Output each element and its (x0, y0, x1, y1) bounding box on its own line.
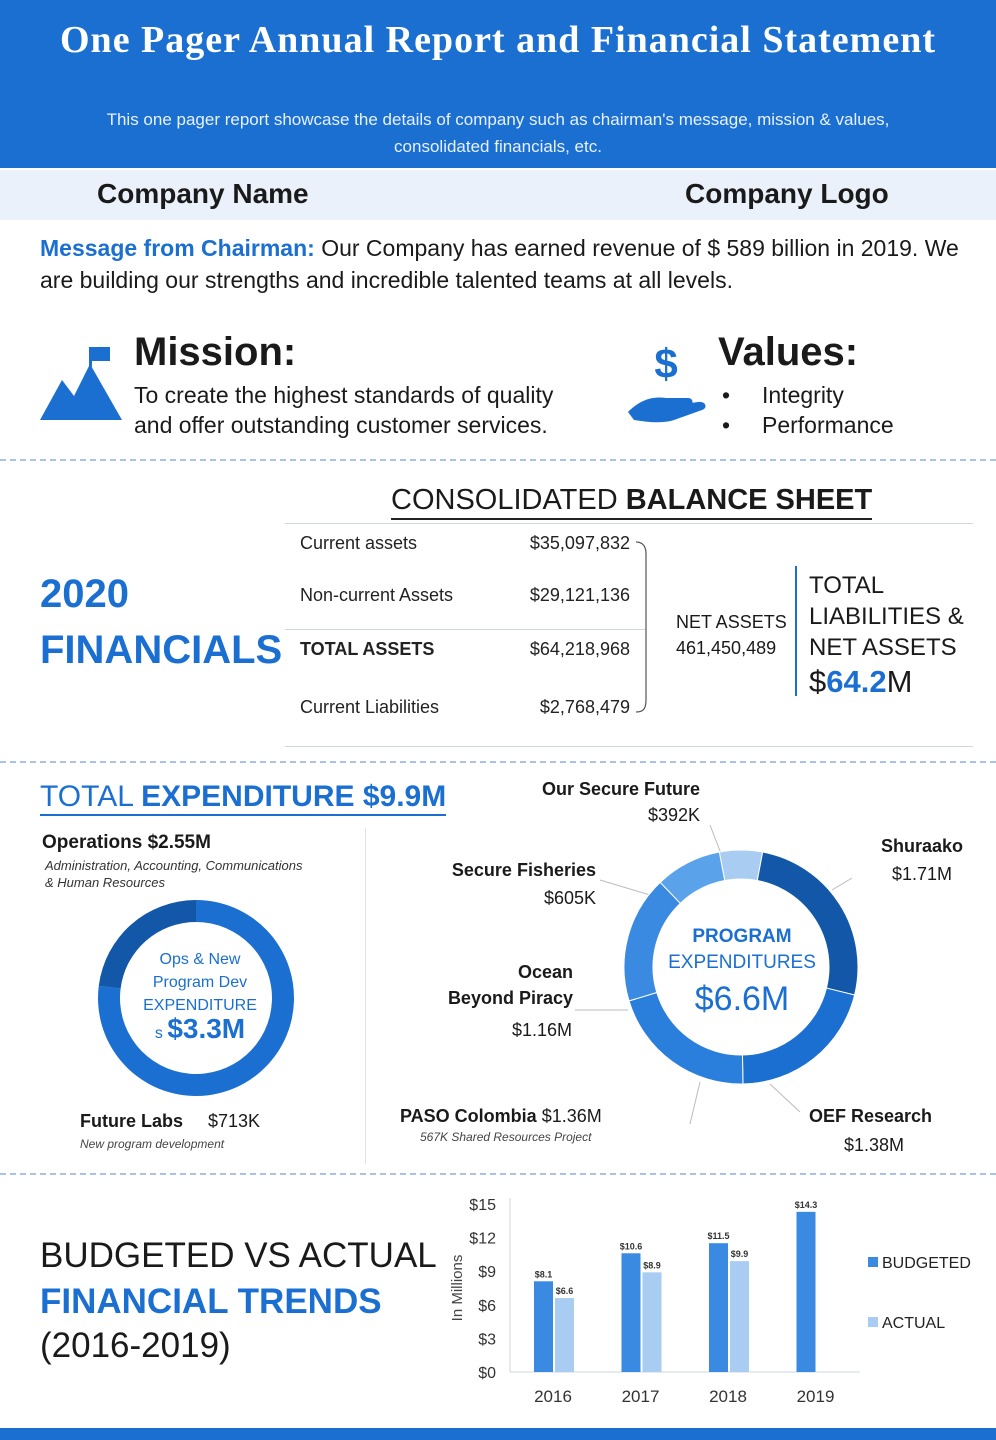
program-label: Our Secure Future (541, 779, 700, 799)
ops-donut-line3: EXPENDITURE (143, 997, 257, 1014)
program-label: Shuraako (880, 836, 963, 856)
values-list (722, 380, 894, 440)
program-subtitle: 567K Shared Resources Project (420, 1130, 592, 1144)
total-liabilities-label: TOTAL LIABILITIES & NET ASSETS (809, 572, 964, 661)
y-tick-label: $12 (469, 1230, 496, 1248)
section-divider (0, 459, 996, 461)
program-label: OEF Research (808, 1106, 932, 1126)
bar-data-label: $14.3 (794, 1199, 818, 1210)
values-title: Values: (718, 330, 859, 374)
future-labs-subtitle: New program development (80, 1137, 225, 1151)
bar-data-label: $6.6 (555, 1286, 574, 1297)
trends-title-line2: FINANCIAL TRENDS (40, 1282, 382, 1321)
value-item: • Performance (722, 410, 894, 440)
program-value: $605K (543, 888, 596, 908)
operations-title: Operations $2.55M (42, 832, 211, 853)
expenditure-title (40, 780, 446, 816)
section-divider (0, 761, 996, 763)
program-donut-line2: EXPENDITURES (668, 952, 816, 973)
program-value: $1.71M (891, 864, 952, 884)
mission-title: Mission: (134, 330, 297, 374)
balance-sheet-title (391, 484, 872, 520)
y-tick-label: $9 (478, 1264, 496, 1282)
program-label: Ocean (517, 962, 573, 982)
program-donut-slice (719, 850, 762, 881)
bar-actual (555, 1298, 574, 1372)
report-subtitle: This one pager report showcase the details of company such as chairman's message, mission & values, consolidated financials, etc. (106, 110, 890, 156)
mountain-flag-icon (40, 342, 124, 422)
chairman-message (40, 232, 970, 296)
balance-sheet-title-light: CONSOLIDATED (391, 484, 626, 516)
bracket (634, 540, 652, 715)
y-tick-label: $15 (469, 1197, 496, 1214)
company-name: Company Name (97, 178, 309, 209)
rule-line (285, 629, 645, 630)
program-label: Beyond Piracy (447, 988, 573, 1008)
value-item: • Integrity (722, 380, 894, 410)
report-header (0, 0, 996, 168)
program-name: PASO Colombia (400, 1106, 537, 1126)
total-suffix: M (886, 664, 913, 699)
total-liabilities-value (809, 664, 912, 700)
bar-data-label: $11.5 (707, 1231, 730, 1242)
bar-data-label: $9.9 (730, 1249, 749, 1260)
total-prefix: $ (809, 664, 827, 699)
chairman-label: Message from Chairman: (40, 235, 315, 261)
ops-donut-line1: Ops & New (159, 951, 241, 968)
bs-row-value: $35,097,832 (529, 533, 630, 553)
program-label: Secure Fisheries (451, 860, 596, 880)
y-axis-label: In Millions (449, 1254, 466, 1322)
x-tick-label: 2016 (534, 1387, 572, 1406)
y-tick-label: $0 (478, 1365, 496, 1382)
x-tick-label: 2018 (709, 1387, 747, 1406)
program-label (400, 1106, 624, 1127)
balance-sheet-title-bold: BALANCE SHEET (625, 484, 873, 516)
program-value: $1.38M (843, 1135, 904, 1155)
net-assets-value: 461,450,489 (676, 638, 777, 658)
x-tick-label: 2019 (796, 1387, 835, 1406)
trends-title-line1: BUDGETED VS ACTUAL (40, 1236, 437, 1275)
expenditure-title-light: TOTAL (40, 780, 142, 813)
bs-row-value: $64,218,968 (529, 639, 630, 659)
program-value: $392K (647, 805, 700, 825)
y-tick-label: $6 (478, 1297, 496, 1315)
x-tick-label: 2017 (621, 1387, 660, 1406)
program-value: $1.16M (511, 1020, 572, 1040)
bs-row-value: $29,121,136 (529, 585, 630, 605)
bs-row-label: Non-current Assets (300, 585, 454, 605)
future-labs-value: $713K (208, 1111, 261, 1131)
bar-actual (643, 1272, 662, 1372)
company-row (0, 170, 996, 220)
ops-donut-prefix: s (154, 1025, 168, 1042)
chairman-text: Our Company has earned revenue of $ 589 billion in 2019. We are building our strengths and incredible talented teams at all levels. (40, 235, 959, 293)
ops-donut-label (126, 948, 274, 1045)
net-assets-label: NET ASSETS (676, 612, 787, 632)
company-logo-placeholder: Company Logo (685, 178, 889, 209)
ops-donut-line2: Program Dev (152, 974, 248, 991)
mission-text: To create the highest standards of quality and offer outstanding customer services. (134, 382, 554, 438)
trends-title-line3: (2016-2019) (40, 1326, 231, 1365)
expenditure-title-bold: EXPENDITURE $9.9M (141, 780, 447, 813)
bs-row-value: $2,768,479 (539, 697, 630, 717)
report-title: One Pager Annual Report and Financial Statement (60, 19, 936, 61)
bs-row-label: Current assets (300, 533, 418, 553)
footer-bar (0, 1428, 996, 1440)
rule-line (285, 523, 973, 524)
program-donut-line1: PROGRAM (692, 926, 792, 947)
financials-year: 2020 (40, 572, 129, 616)
future-labs-label: Future Labs (80, 1111, 184, 1131)
legend-label: BUDGETED (882, 1255, 971, 1272)
ops-donut-value: $3.3M (167, 1013, 246, 1044)
svg-text:$: $ (654, 340, 678, 387)
operations-subtitle: Administration, Accounting, Communications & Human Resources (45, 858, 303, 890)
program-donut-label (660, 924, 824, 1022)
total-number: 64.2 (826, 664, 887, 699)
section-divider (0, 1173, 996, 1175)
rule-line (285, 746, 973, 747)
budget-vs-actual-bar-chart (440, 1190, 980, 1420)
program-donut-value: $6.6M (694, 980, 790, 1018)
vertical-divider (365, 828, 366, 1164)
bar-budgeted (622, 1253, 641, 1372)
legend-swatch (868, 1257, 878, 1267)
program-value: $1.36M (541, 1106, 602, 1126)
bs-row-label: TOTAL ASSETS (300, 639, 435, 659)
bar-data-label: $8.1 (534, 1269, 553, 1280)
y-tick-label: $3 (478, 1331, 496, 1349)
bar-data-label: $10.6 (619, 1241, 643, 1252)
bar-actual (730, 1261, 749, 1372)
bar-data-label: $8.9 (643, 1260, 661, 1271)
bs-row-label: Current Liabilities (300, 697, 440, 717)
hand-dollar-icon (626, 340, 710, 426)
financials-label: FINANCIALS (40, 628, 283, 672)
bar-budgeted (709, 1243, 728, 1372)
bar-budgeted (534, 1281, 553, 1372)
financials-title (40, 566, 282, 678)
bar-budgeted (797, 1212, 816, 1372)
total-divider (795, 566, 797, 696)
legend-swatch (868, 1317, 878, 1327)
legend-label: ACTUAL (882, 1315, 946, 1332)
